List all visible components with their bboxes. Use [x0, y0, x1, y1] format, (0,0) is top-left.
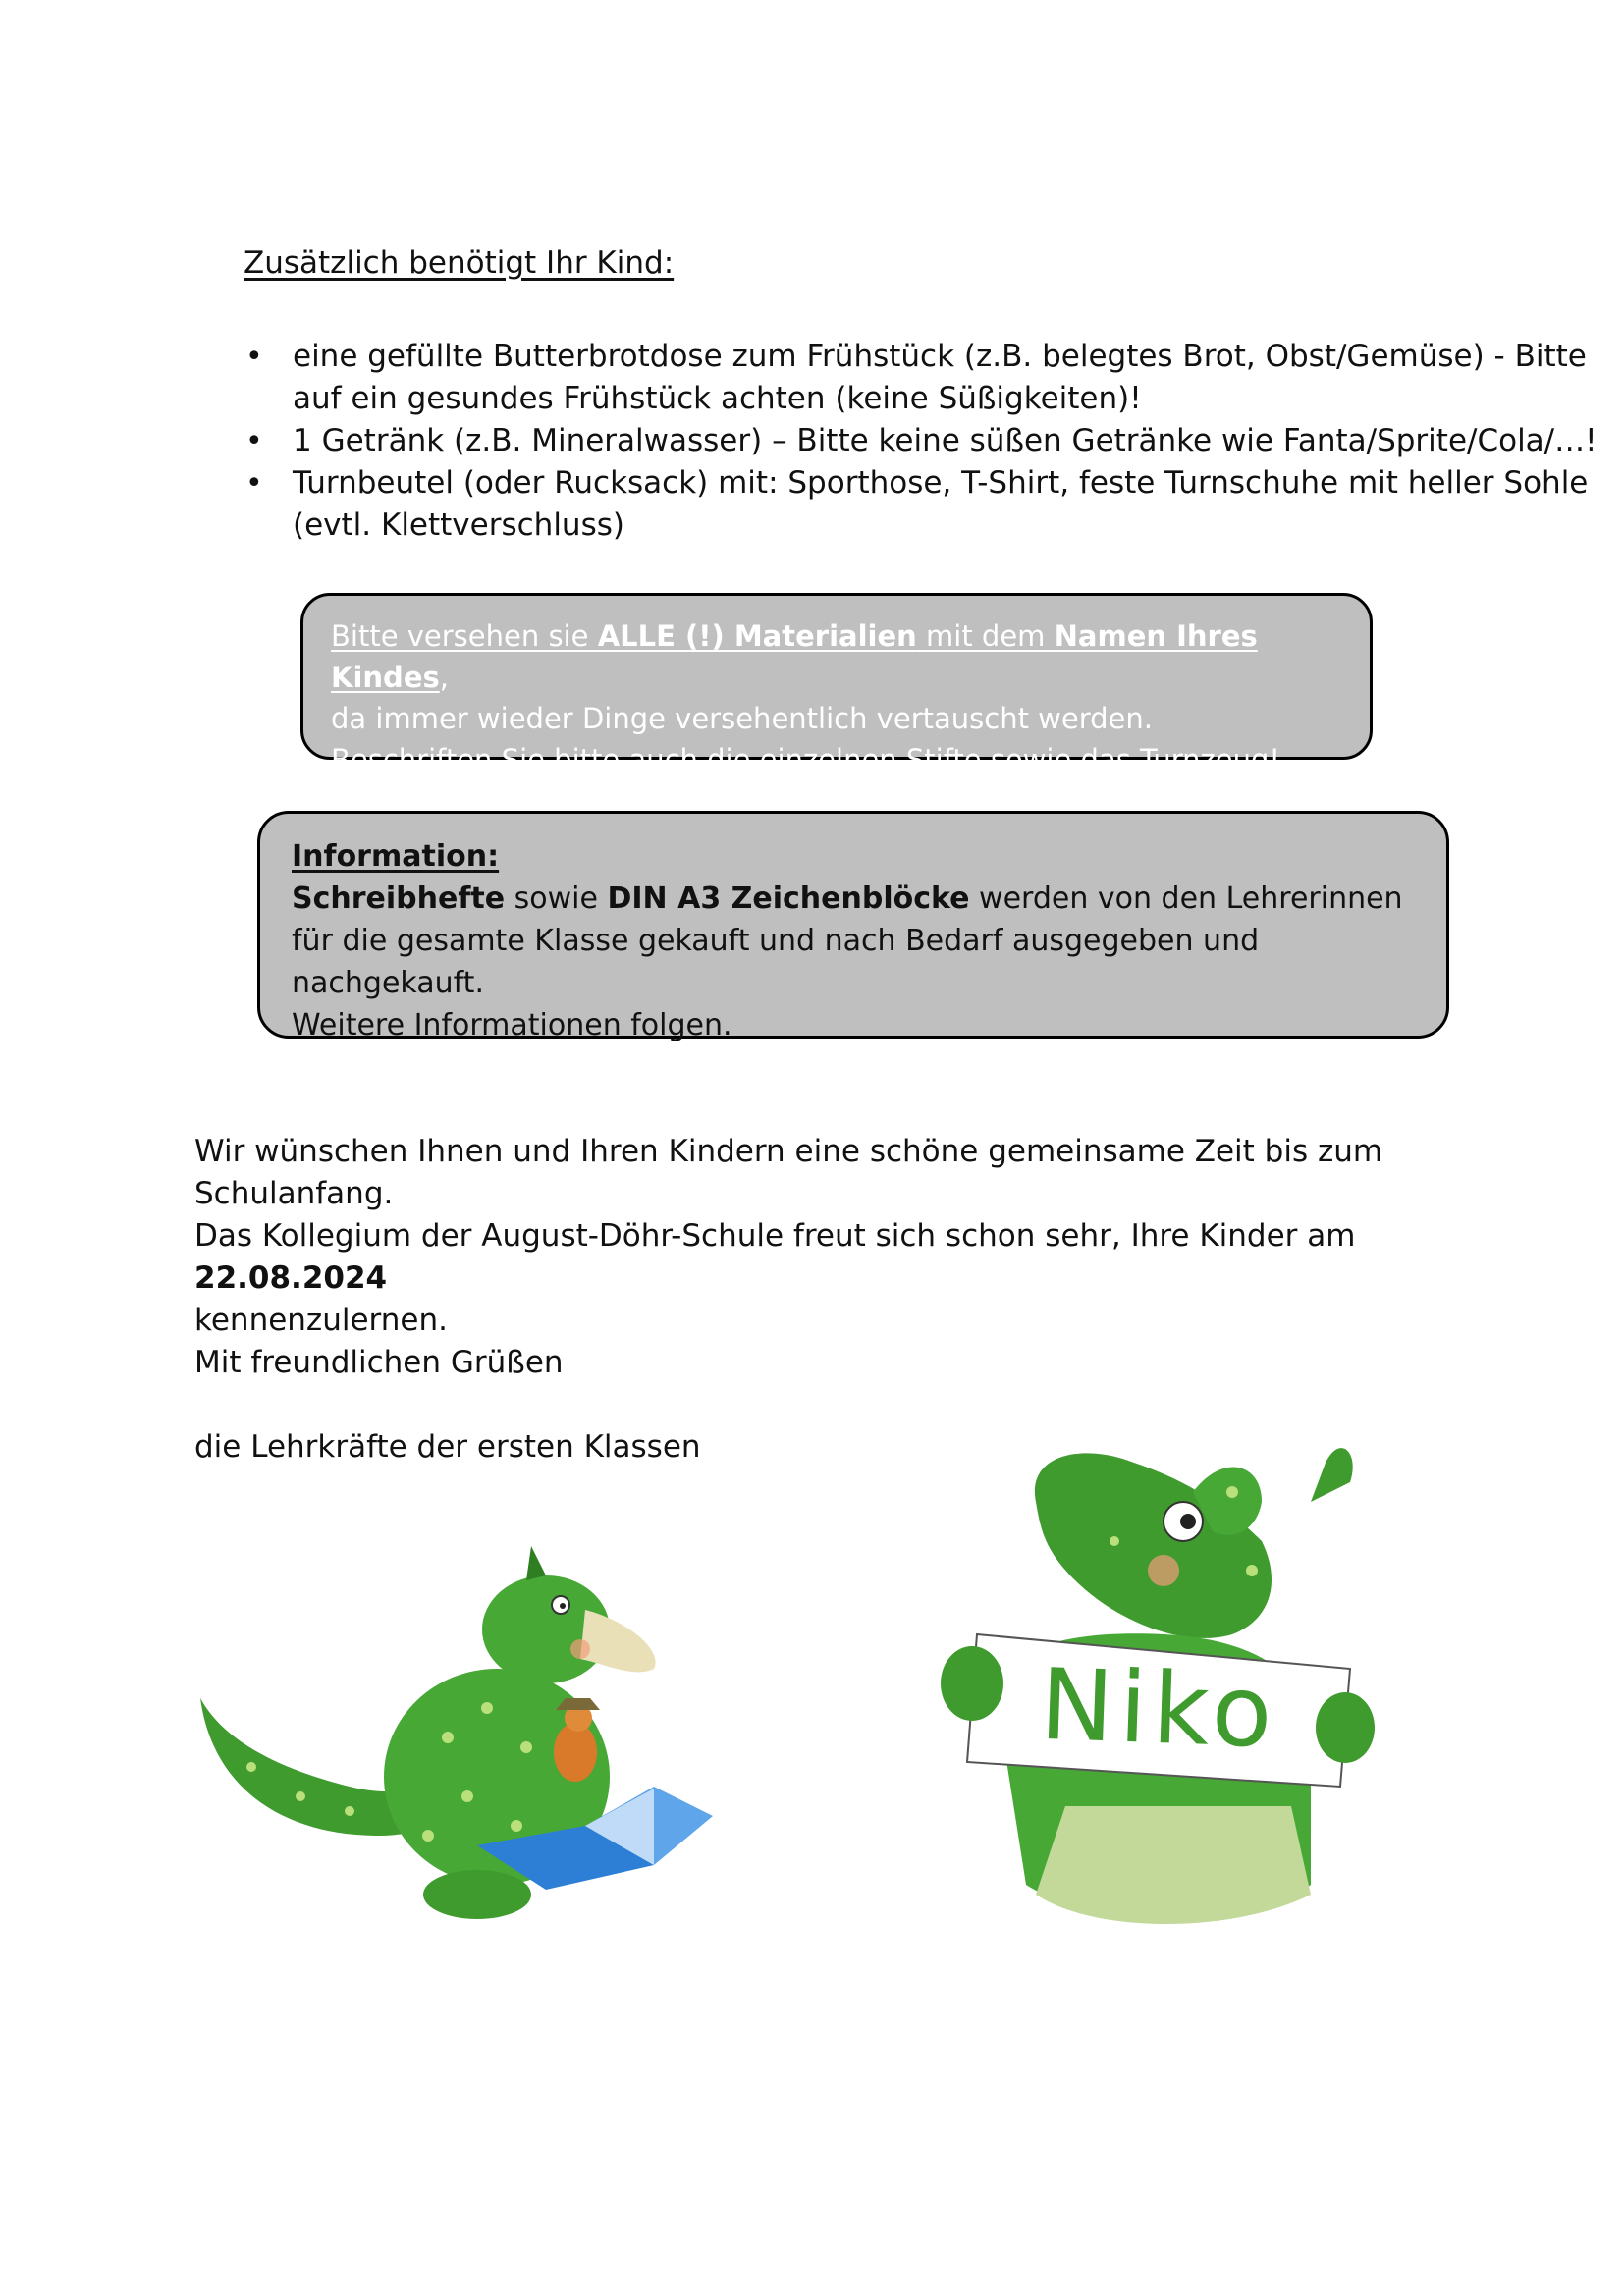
- info-text: sowie: [505, 881, 608, 916]
- dragon-head: [482, 1546, 656, 1683]
- notice-line-3: Beschriften Sie bitte auch die einzelnen Stifte sowie das Turnzeug!: [331, 743, 1281, 776]
- dragon-foot: [423, 1870, 531, 1919]
- college-text: Das Kollegium der August-Döhr-Schule freut sich schon sehr, Ihre Kinder am: [194, 1218, 1356, 1254]
- list-item: • 1 Getränk (z.B. Mineralwasser) – Bitte keine süßen Getränke wie Fanta/Sprite/Cola/…!: [293, 420, 1608, 462]
- information-box: [257, 811, 1449, 1042]
- information-title: Information:: [292, 839, 500, 874]
- info-text: werden von den Lehrerinnen: [969, 881, 1403, 916]
- college-text-end: kennenzulernen.: [194, 1303, 448, 1338]
- name-sign: [967, 1634, 1350, 1787]
- reading-dragon-illustration: [192, 1541, 782, 1953]
- notice-emphasis-all: ALLE (!) Materialien: [597, 619, 917, 653]
- info-bold-drawing-pads: DIN A3 Zeichenblöcke: [607, 881, 970, 916]
- supplies-list: [244, 336, 1608, 547]
- section-heading: Zusätzlich benötigt Ihr Kind:: [244, 245, 675, 281]
- greeting: Mit freundlichen Grüßen: [194, 1345, 564, 1380]
- information-line-1: [292, 878, 1415, 920]
- notice-line-2: da immer wieder Dinge versehentlich vertauscht werden.: [331, 702, 1153, 735]
- notice-line-1: [331, 615, 1342, 698]
- college-paragraph: [194, 1215, 1530, 1342]
- info-bold-notebooks: Schreibhefte: [292, 881, 506, 916]
- labeling-notice-box: [300, 593, 1373, 776]
- dragon-head: [1035, 1448, 1353, 1638]
- sign-text: Niko: [1038, 1646, 1280, 1771]
- notice-emphasis-name: Namen Ihres Kindes: [331, 619, 1258, 694]
- list-item: • Turnbeutel (oder Rucksack) mit: Sporthose, T-Shirt, feste Turnschuhe mit heller Sohle (evtl. Klettverschluss): [293, 462, 1608, 547]
- information-line-3: Weitere Informationen folgen.: [292, 1008, 732, 1042]
- niko-dragon-illustration: [938, 1423, 1488, 1944]
- notice-text: Bitte versehen sie: [331, 619, 598, 653]
- wish-paragraph: Wir wünschen Ihnen und Ihren Kindern eine schöne gemeinsame Zeit bis zum Schulanfang.: [194, 1134, 1383, 1211]
- notice-text: mit dem: [916, 619, 1055, 653]
- signature: die Lehrkräfte der ersten Klassen: [194, 1429, 701, 1465]
- notice-text: ,: [439, 661, 449, 694]
- start-date: 22.08.2024: [194, 1260, 388, 1296]
- list-item: • eine gefüllte Butterbrotdose zum Frühstück (z.B. belegtes Brot, Obst/Gemüse) - Bitte auf ein gesundes Frühstück achten (keine Süßigkeiten)!: [293, 336, 1608, 420]
- information-line-2: für die gesamte Klasse gekauft und nach Bedarf ausgegeben und nachgekauft.: [292, 924, 1260, 1000]
